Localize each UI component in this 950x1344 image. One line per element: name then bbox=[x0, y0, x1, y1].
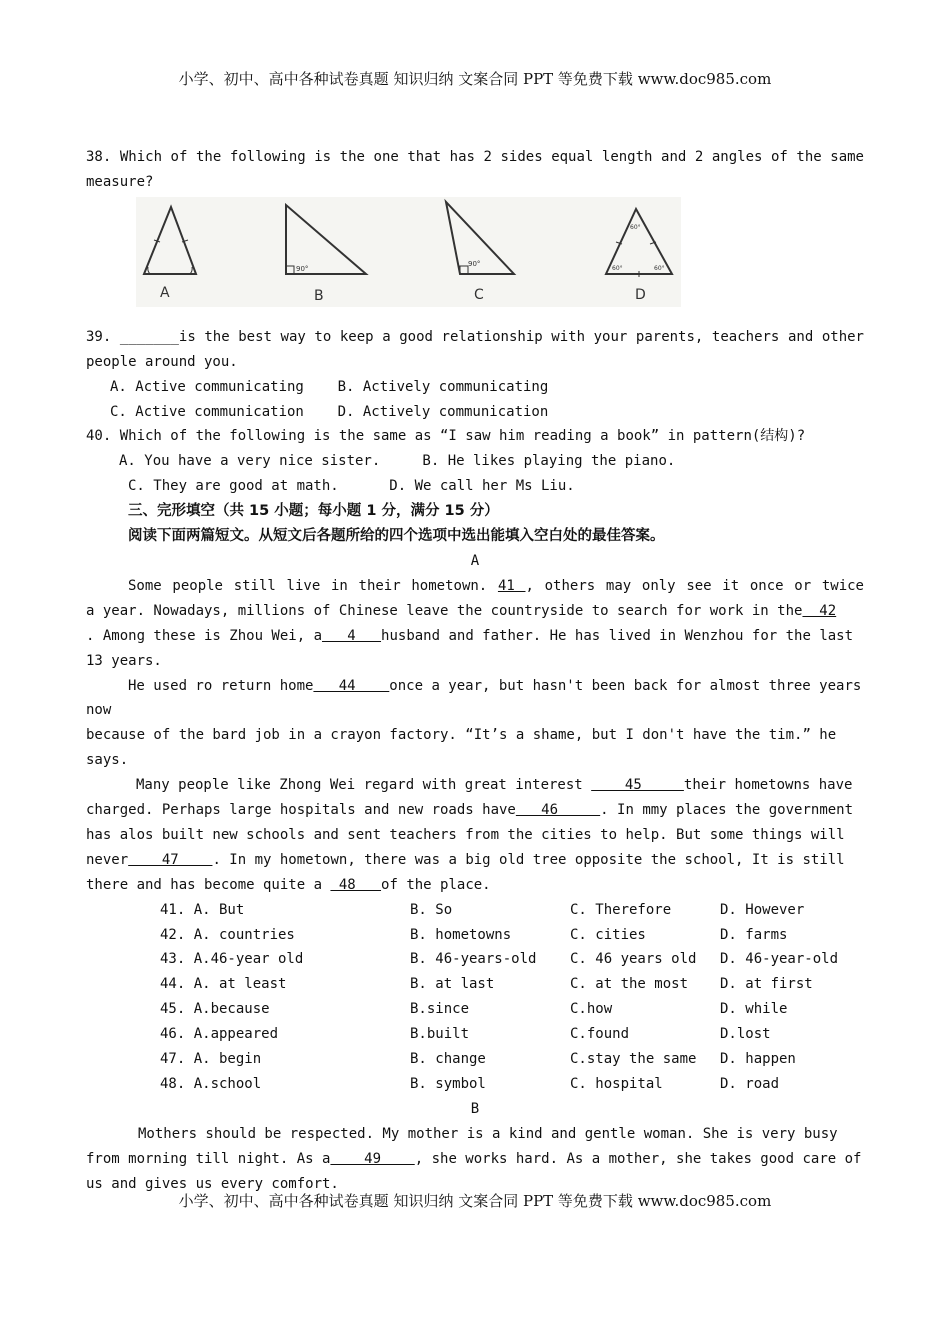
passage-a-label: A bbox=[470, 552, 480, 569]
q39-line1: 39. _______is the best way to keep a good relationship with your parents, teachers and other bbox=[86, 328, 864, 345]
text: charged. Perhaps large hospitals and new roads have bbox=[86, 802, 516, 819]
text: never bbox=[86, 851, 129, 868]
blank-45: 45 bbox=[591, 777, 684, 794]
option-row bbox=[86, 972, 864, 997]
option-item: 46. A.appeared bbox=[160, 1026, 279, 1043]
triangle-d-angle-top: 60° bbox=[630, 223, 641, 231]
text: . In mmy places the government bbox=[600, 802, 854, 819]
triangles-figure bbox=[86, 197, 864, 319]
blank-44: 44 bbox=[313, 677, 390, 694]
option-row bbox=[86, 898, 864, 923]
option-item: B. symbol bbox=[410, 1075, 486, 1092]
page-footer: 小学、初中、高中各种试卷真题 知识归纳 文案合同 PPT 等免费下载 www.doc985.com bbox=[178, 1192, 772, 1210]
q40-line1: 40. Which of the following is the same as “I saw him reading a book” in pattern(结构)? bbox=[86, 428, 806, 445]
q39-line2: people around you. bbox=[86, 353, 238, 370]
label-a: A bbox=[160, 284, 170, 301]
text: Some people still live in their hometown. bbox=[128, 577, 488, 594]
q40-options-row1: A. You have a very nice sister. B. He likes playing the piano. bbox=[119, 453, 676, 470]
text: , she works hard. As a mother, she takes good care of bbox=[414, 1150, 862, 1167]
label-b: B bbox=[314, 287, 324, 304]
text: husband and father. He has lived in Wenzhou for the last bbox=[381, 627, 854, 644]
triangle-d-angle-left: 60° bbox=[612, 264, 623, 272]
option-item: C. cities bbox=[570, 926, 646, 943]
section3-instruction: 阅读下面两篇短文。从短文后各题所给的四个选项中选出能填入空白处的最佳答案。 bbox=[128, 528, 665, 545]
option-item: B. hometowns bbox=[410, 926, 512, 943]
option-item: D. while bbox=[720, 1001, 788, 1018]
option-item: B. at last bbox=[410, 976, 495, 993]
blank-49: 49 bbox=[330, 1150, 415, 1167]
option-item: 45. A.because bbox=[160, 1001, 270, 1018]
passage-a-line4: 13 years. bbox=[86, 652, 162, 669]
passage-b-line1: Mothers should be respected. My mother is a kind and gentle woman. She is very busy bbox=[138, 1125, 838, 1142]
option-item: C.stay the same bbox=[570, 1051, 697, 1067]
blank-46: 46 bbox=[515, 802, 601, 819]
option-item: C. 46 years old bbox=[570, 951, 697, 968]
options-list bbox=[86, 898, 864, 1097]
blank-42: 42 bbox=[802, 602, 837, 619]
text: He used ro return home bbox=[128, 677, 314, 694]
text: once a year, but hasn't been back for almost three years bbox=[389, 677, 862, 694]
option-item: D. farms bbox=[720, 926, 788, 943]
text: , others may only see it once or twice bbox=[525, 577, 864, 594]
option-item: 44. A. at least bbox=[160, 976, 287, 993]
option-row bbox=[86, 997, 864, 1022]
option-row bbox=[86, 1022, 864, 1047]
passage-a-line10 bbox=[86, 798, 864, 823]
option-item: D. road bbox=[720, 1075, 780, 1092]
option-item: C. at the most bbox=[570, 976, 689, 993]
passage-a-line12 bbox=[86, 848, 864, 873]
passage-a-line6: now bbox=[86, 702, 112, 719]
option-item: B.built bbox=[410, 1026, 470, 1043]
q40-options-row2: C. They are good at math. D. We call her Ms Liu. bbox=[128, 478, 575, 495]
option-row bbox=[86, 923, 864, 948]
q38-line2: measure? bbox=[86, 173, 154, 190]
text: . In my hometown, there was a big old tree opposite the school, It is still bbox=[212, 851, 845, 868]
option-item: B. change bbox=[410, 1051, 486, 1067]
passage-a-line9 bbox=[86, 773, 864, 798]
text: a year. Nowadays, millions of Chinese leave the countryside to search for work in the bbox=[86, 602, 803, 619]
option-item: D. happen bbox=[720, 1051, 796, 1067]
option-item: B. So bbox=[410, 901, 453, 918]
label-d: D bbox=[635, 286, 646, 303]
blank-48: 48 bbox=[330, 876, 382, 893]
text: . Among these is Zhou Wei, a bbox=[86, 627, 323, 644]
text: there and has become quite a bbox=[86, 876, 323, 893]
passage-a-line13 bbox=[86, 873, 864, 898]
passage-a-line7: because of the bard job in a crayon factory. “It’s a shame, but I don't have the tim.” he bbox=[86, 727, 837, 744]
triangles-svg bbox=[136, 197, 681, 317]
option-item: 43. A.46-year old bbox=[160, 951, 304, 968]
label-c: C bbox=[474, 286, 484, 303]
option-item: D. However bbox=[720, 901, 805, 918]
passage-a-line3 bbox=[86, 624, 864, 649]
passage-a-line11: has alos built new schools and sent teachers from the cities to help. But some things will bbox=[86, 826, 845, 843]
q38-line1: 38. Which of the following is the one that has 2 sides equal length and 2 angles of the same bbox=[86, 149, 864, 165]
option-item: B. 46-years-old bbox=[410, 951, 537, 968]
text: from morning till night. As a bbox=[86, 1150, 331, 1167]
option-item: 42. A. countries bbox=[160, 926, 295, 943]
text: of the place. bbox=[381, 876, 491, 893]
passage-a-line2 bbox=[86, 599, 864, 624]
option-item: B.since bbox=[410, 1001, 470, 1018]
passage-a-line5 bbox=[86, 674, 864, 699]
triangle-d-angle-right: 60° bbox=[654, 264, 665, 272]
passage-b-line3: us and gives us every comfort. bbox=[86, 1175, 339, 1192]
option-item: 41. A. But bbox=[160, 901, 245, 918]
passage-b-label: B bbox=[470, 1100, 480, 1117]
passage-b-line2 bbox=[86, 1147, 864, 1172]
option-row bbox=[86, 1047, 864, 1072]
option-item: D.lost bbox=[720, 1026, 771, 1043]
q39-options-row2: C. Active communication D. Actively communication bbox=[110, 403, 549, 420]
text: their hometowns have bbox=[683, 777, 853, 794]
option-row bbox=[86, 947, 864, 972]
section3-title: 三、完形填空（共 15 小题；每小题 1 分，满分 15 分） bbox=[128, 503, 499, 520]
passage-a-line1 bbox=[86, 574, 864, 599]
figure-background bbox=[136, 197, 681, 307]
option-item: C.found bbox=[570, 1026, 630, 1043]
page-header: 小学、初中、高中各种试卷真题 知识归纳 文案合同 PPT 等免费下载 www.doc985.com bbox=[178, 70, 772, 88]
option-row bbox=[86, 1072, 864, 1097]
option-item: C.how bbox=[570, 1001, 613, 1018]
blank-43: 4 bbox=[322, 627, 382, 644]
passage-a-line8: says. bbox=[86, 752, 129, 769]
triangle-b-angle-label: 90° bbox=[296, 264, 309, 273]
option-item: 48. A.school bbox=[160, 1075, 262, 1092]
text: Many people like Zhong Wei regard with great interest bbox=[136, 777, 583, 794]
exam-body bbox=[86, 145, 864, 1196]
option-item: C. hospital bbox=[570, 1075, 663, 1092]
option-item: C. Therefore bbox=[570, 901, 672, 918]
option-item: D. 46-year-old bbox=[720, 951, 839, 968]
option-item: 47. A. begin bbox=[160, 1051, 262, 1067]
q39-options-row1: A. Active communicating B. Actively communicating bbox=[110, 378, 549, 395]
triangle-c-angle-label: 90° bbox=[468, 259, 481, 268]
blank-41: 41 bbox=[497, 577, 526, 594]
option-item: D. at first bbox=[720, 976, 813, 993]
blank-47: 47 bbox=[128, 851, 213, 868]
